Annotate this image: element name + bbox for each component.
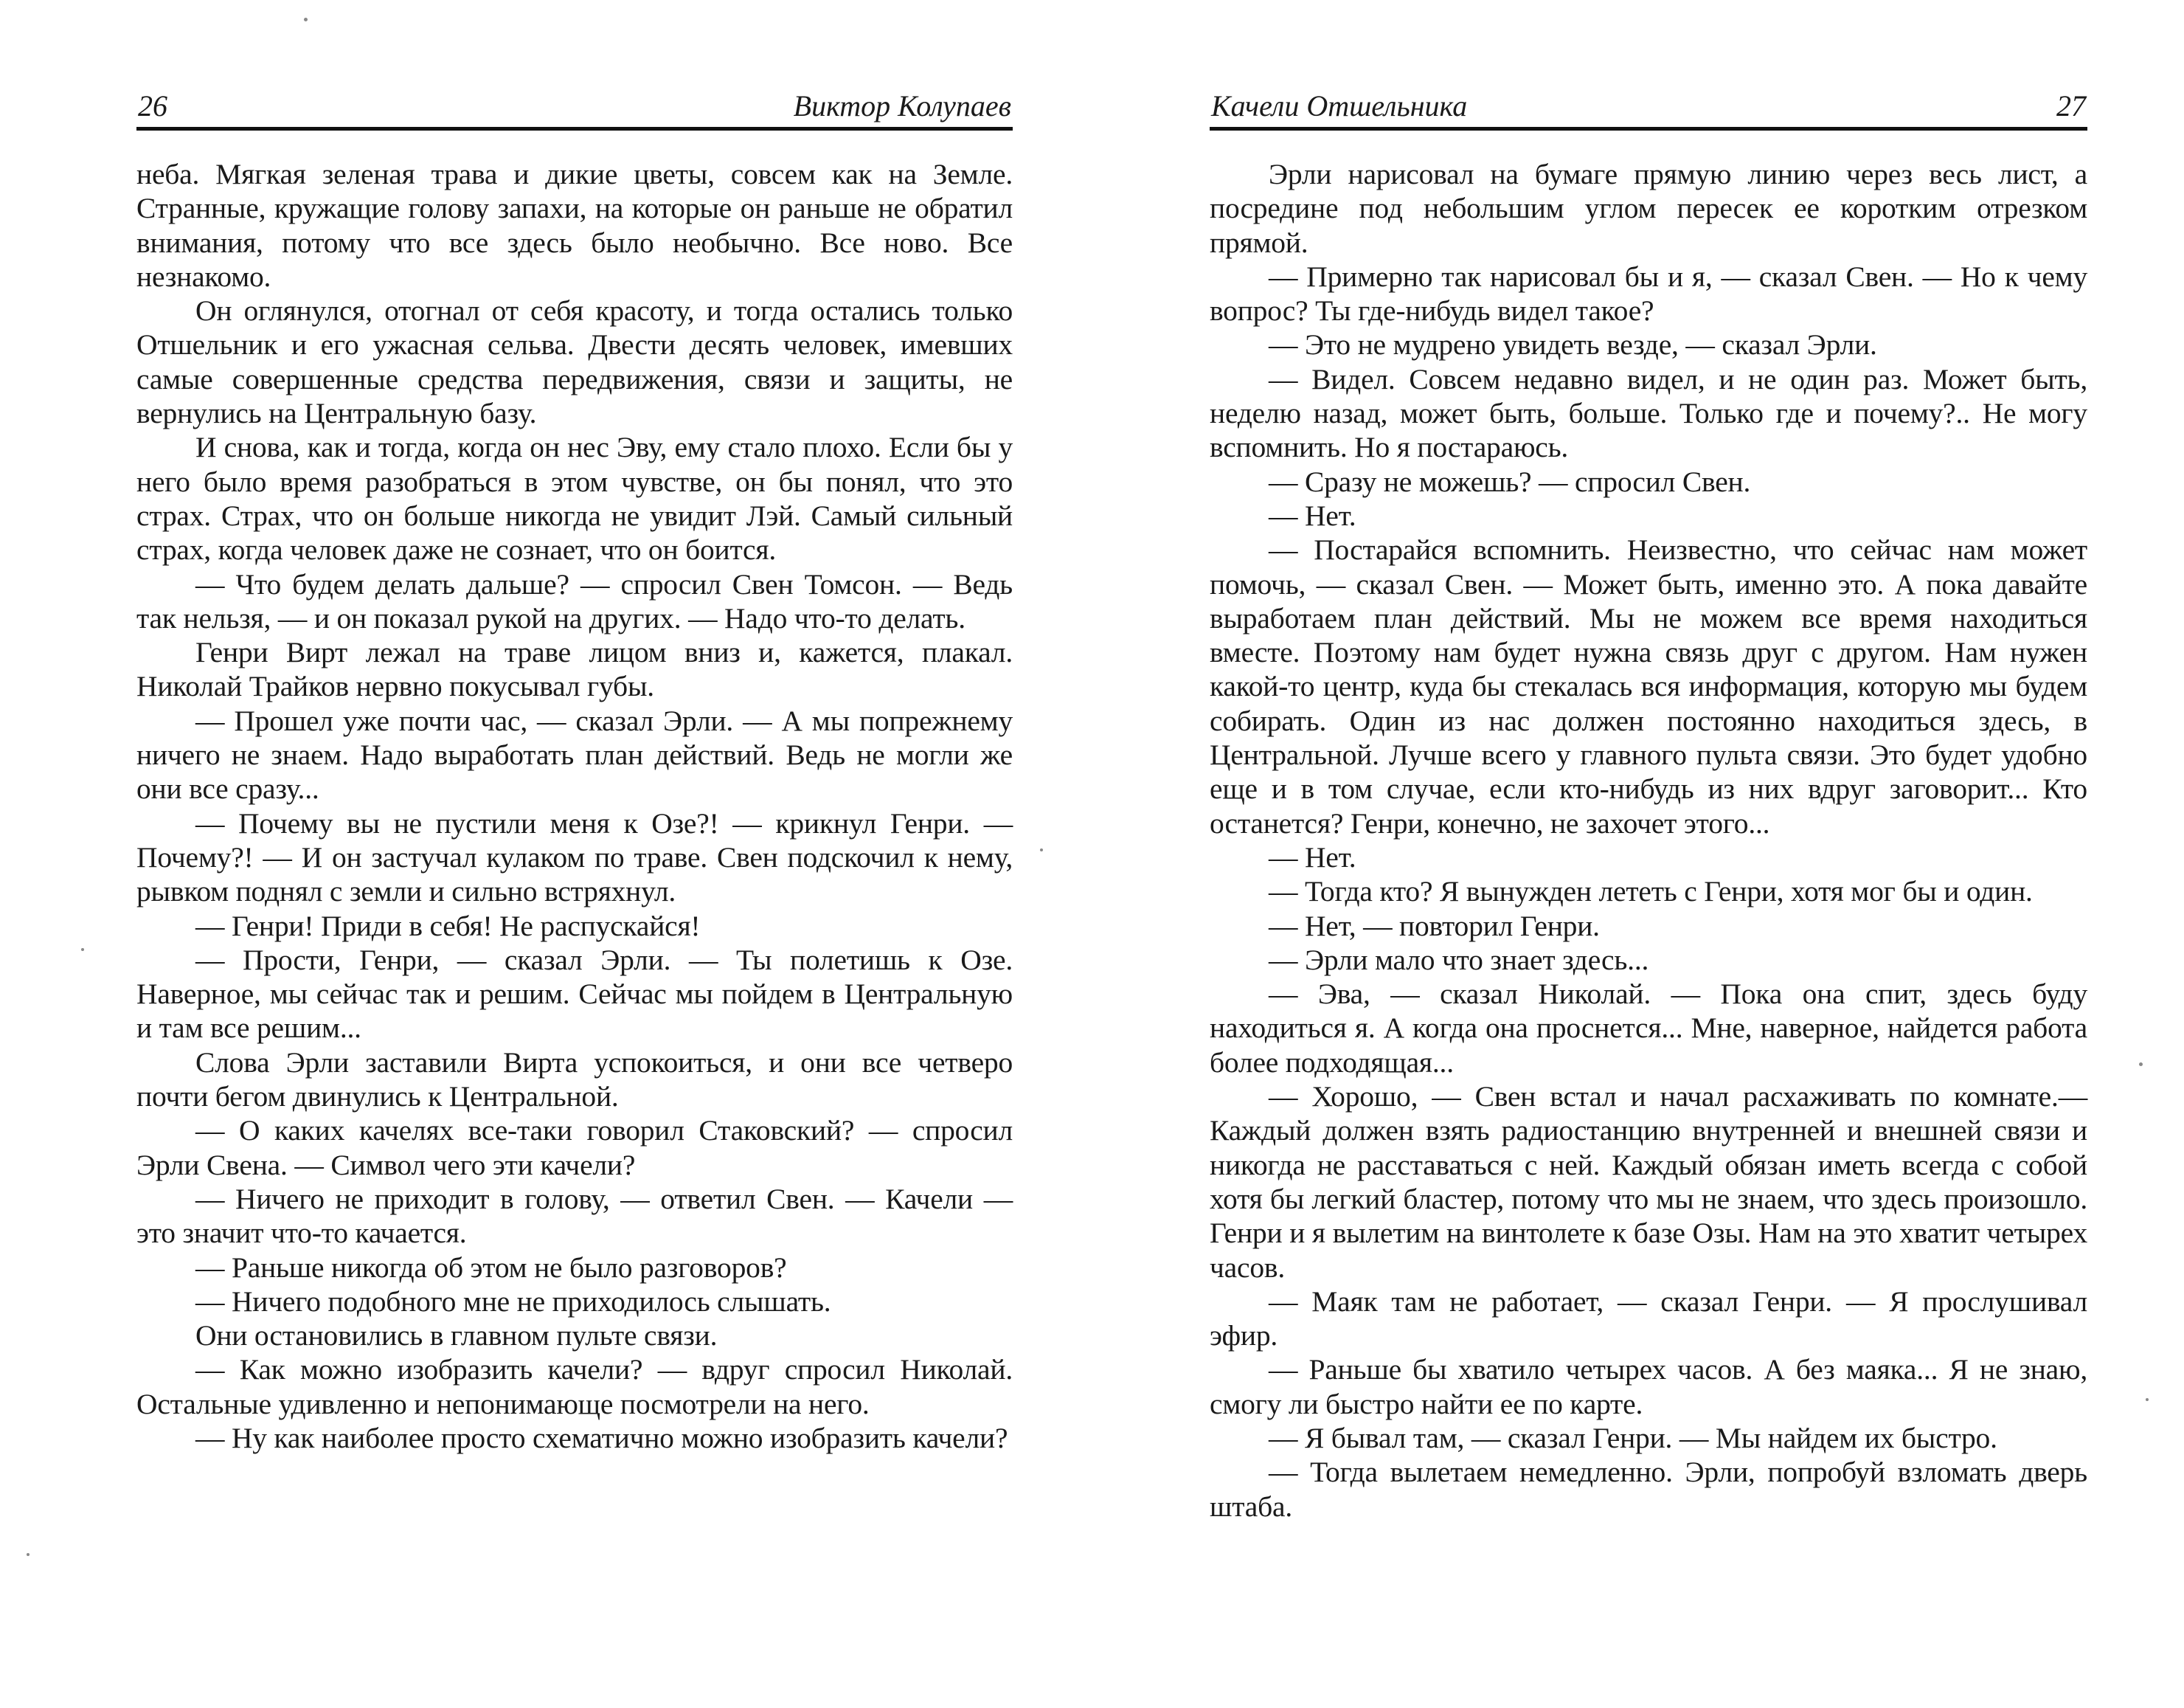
scan-speck (2146, 1398, 2149, 1401)
paragraph: — Маяк там не работает, — сказал Генри. — Я прослушивал эфир. (1210, 1285, 2087, 1352)
paragraph: небa. Мягкая зеленая трава и дикие цветы, совсем как на Земле. Странные, кружащие голову запахи, на которые он раньше не обратил внимания, потому что все здесь было необычно. Все ново. Все незнакомо. (136, 158, 1013, 293)
scan-speck (304, 18, 308, 21)
paragraph: — Примерно так нарисовал бы и я, — сказал Свен. — Но к чему вопрос? Ты где-нибудь видел такое? (1210, 260, 2087, 328)
scan-speck (2139, 1062, 2143, 1066)
paragraph: — Почему вы не пустили меня к Озе?! — крикнул Генри. — Почему?! — И он застучал кулаком по траве. Свен подскочил к нему, рывком поднял с земли и сильно встряхнул. (136, 806, 1013, 908)
right-running-title: Качели Отшельника (1211, 89, 1468, 122)
scan-speck (1040, 848, 1043, 851)
paragraph: — Нет. (1269, 499, 1356, 532)
paragraph: — Раньше бы хватило четырех часов. А без маяка... Я не знаю, смогу ли быстро найти ее по карте. (1210, 1353, 2087, 1420)
left-running-title: Виктор Колупаев (793, 89, 1011, 122)
paragraph: — Хорошо, — Свен встал и начал расхаживать по комнате.— Каждый должен взять радиостанцию внутренней и внешней связи и никогда не расставаться с ней. Каждый обязан иметь всегда с собой хотя бы легкий бластер, потому что мы не знаем, что здесь произошло. Генри и я вылетим на винтолете к базе Озы. Нам на это хватит четырех часов. (1210, 1080, 2087, 1284)
paragraph: — Эва, — сказал Николай. — Пока она спит, здесь буду находиться я. А когда она проснется... Мне, наверное, найдется работа более подходящая... (1210, 978, 2087, 1079)
paragraph: — Ничего не приходит в голову, — ответил Свен. — Качели — это значит что-то качается. (136, 1182, 1013, 1250)
paragraph: — Видел. Совсем недавно видел, и не один раз. Может быть, неделю назад, может быть, больше. Только где и почему?.. Не могу вспомнить. Но я постараюсь. (1210, 362, 2087, 464)
left-page-number: 26 (138, 89, 167, 122)
left-running-head (136, 74, 1013, 131)
paragraph: И снова, как и тогда, когда он нес Эву, ему стало плохо. Если бы у него было время разобраться в этом чувстве, он бы понял, что это страх. Страх, что он больше никогда не увидит Лэй. Самый сильный страх, когда человек даже не сознает, что он боится. (136, 431, 1013, 567)
right-body-text (1210, 157, 2087, 1524)
paragraph: — О каких качелях все-таки говорил Стаковский? — спросил Эрли Свена. — Символ чего эти качели? (136, 1114, 1013, 1181)
paragraph: — Как можно изобразить качели? — вдруг спросил Николай. Остальные удивленно и непонимающе посмотрели на него. (136, 1353, 1013, 1420)
paragraph: — Сразу не можешь? — спросил Свен. (1269, 465, 1751, 498)
paragraph: — Прости, Генри, — сказал Эрли. — Ты полетишь к Озе. Наверное, мы сейчас так и решим. Сейчас мы пойдем в Центральную и там все решим... (136, 943, 1013, 1045)
paragraph: Эрли нарисовал на бумаге прямую линию через весь лист, а посредине под небольшим углом пересек ее коротким отрезком прямой. (1210, 158, 2087, 259)
paragraph: — Эрли мало что знает здесь... (1269, 943, 1649, 976)
paragraph: — Нет, — повторил Генри. (1269, 909, 1600, 942)
right-running-head (1210, 74, 2087, 131)
scan-speck (81, 948, 84, 951)
paragraph: — Постарайся вспомнить. Неизвестно, что сейчас нам может помочь, — сказал Свен. — Может быть, именно это. А пока давайте выработаем план действий. Мы не можем все время находиться вместе. Поэтому нам будет нужна связь друг с другом. Нам нужен какой-то центр, куда бы стекалась вся информация, которую мы будем собирать. Один из нас должен постоянно находиться здесь, в Центральной. Лучше всего у главного пульта связи. Это будет удобно еще и в том случае, если кто-нибудь из них вдруг заговорит... Кто останется? Генри, конечно, не захочет этого... (1210, 533, 2087, 840)
paragraph: — Ничего подобного мне не приходилось слышать. (195, 1285, 831, 1318)
paragraph: — Тогда кто? Я вынужден лететь с Генри, хотя мог бы и один. (1269, 875, 2033, 908)
paragraph: Генри Вирт лежал на траве лицом вниз и, кажется, плакал. Николай Трайков нервно покусывал губы. (136, 636, 1013, 703)
paragraph: — Я бывал там, — сказал Генри. — Мы найдем их быстро. (1269, 1421, 1997, 1454)
scan-speck (27, 1553, 30, 1556)
paragraph: — Ну как наиболее просто схематично можно изобразить качели? (195, 1421, 1008, 1454)
paragraph: Слова Эрли заставили Вирта успокоиться, и они все четверо почти бегом двинулись к Центральной. (136, 1045, 1013, 1113)
paragraph: — Нет. (1269, 840, 1356, 874)
paragraph: — Это не мудрено увидеть везде, — сказал Эрли. (1269, 328, 1877, 362)
paragraph: — Раньше никогда об этом не было разговоров? (195, 1251, 787, 1284)
left-body-text (136, 157, 1013, 1455)
paragraph: Они остановились в главном пульте связи. (195, 1319, 718, 1352)
paragraph: — Генри! Приди в себя! Не распускайся! (195, 909, 701, 942)
paragraph: Он оглянулся, отогнал от себя красоту, и тогда остались только Отшельник и его ужасная сельва. Двести десять человек, имевших самые совершенные средства передвижения, связи и защиты, не вернулись на Центральную базу. (136, 294, 1013, 430)
paragraph: — Тогда вылетаем немедленно. Эрли, попробуй взломать дверь штаба. (1210, 1456, 2087, 1523)
paragraph: — Что будем делать дальше? — спросил Свен Томсон. — Ведь так нельзя, — и он показал рукой на других. — Надо что-то делать. (136, 567, 1013, 635)
paragraph: — Прошел уже почти час, — сказал Эрли. — А мы попрежнему ничего не знаем. Надо выработать план действий. Ведь не могли же они все сразу... (136, 704, 1013, 806)
right-page-number: 27 (2056, 89, 2086, 122)
